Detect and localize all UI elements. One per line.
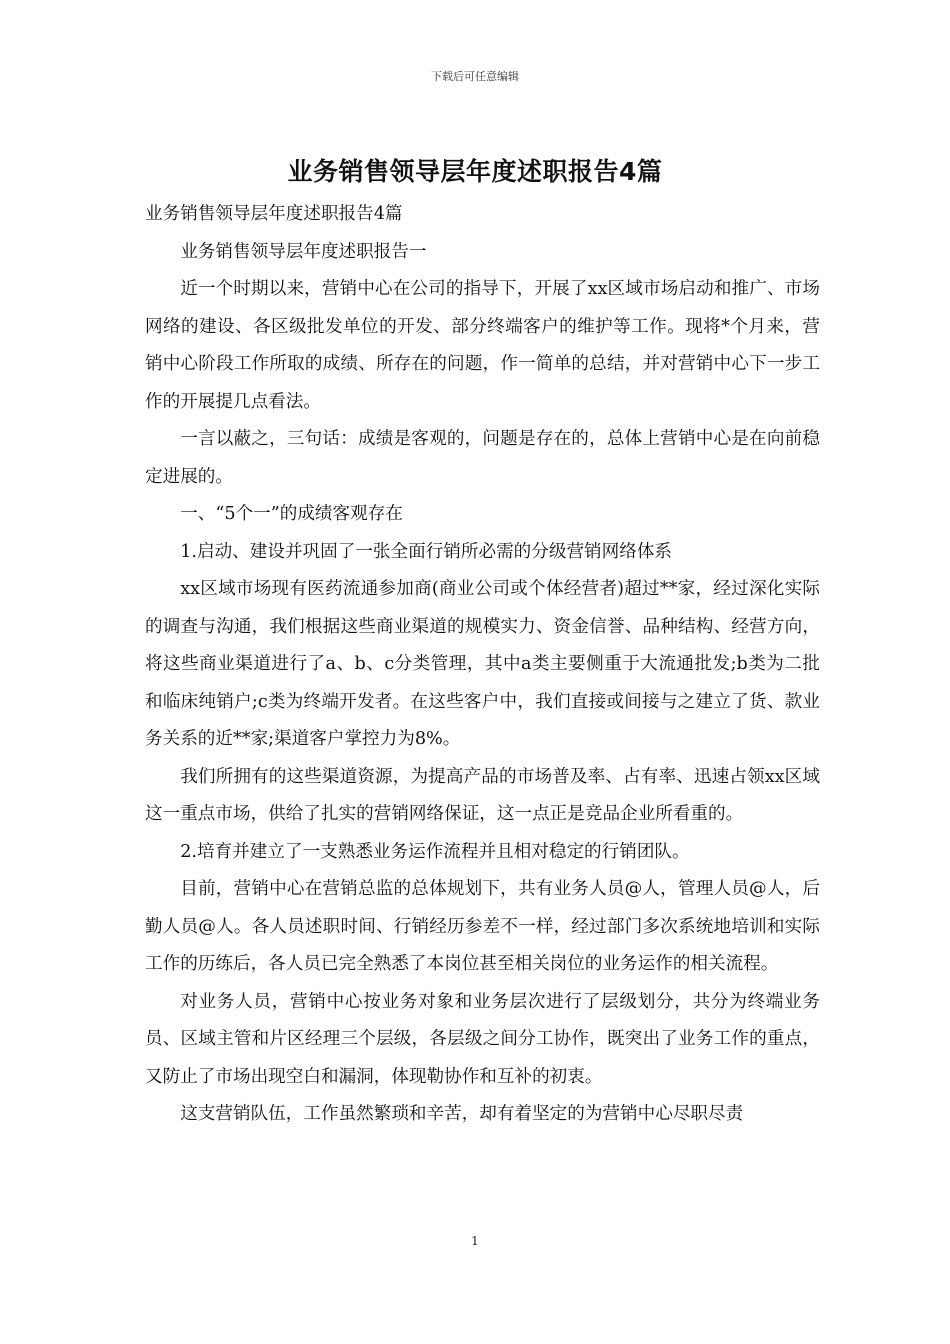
subsection-heading: 2.培育并建立了一支熟悉业务运作流程并且相对稳定的行销团队。 [180,841,690,862]
document-title: 业务销售领导层年度述职报告4篇 [287,157,663,186]
paragraph: xx区域市场现有医药流通参加商(商业公司或个体经营者)超过**家，经过深化实际的调查与沟通，我们根据这些商业渠道的规模实力、资金信誉、品种结构、经营方向，将这些商业渠道进行了a、b、c分类管理，其中a类主要侧重于大流通批发;b类为二批和临床纯销户;c类为终端开发者。在这些客户中，我们直接或间接与之建立了货、款业务关系的近**家;渠道客户掌控力为8%。 [145,579,820,749]
section-heading: 一、“5个一”的成绩客观存在 [180,504,403,524]
section-heading: 业务销售领导层年度述职报告一 [180,241,427,262]
paragraph: 我们所拥有的这些渠道资源，为提高产品的市场普及率、占有率、迅速占领xx区域这一重点市场，供给了扎实的营销网络保证，这一点正是竞品企业所看重的。 [145,766,820,824]
page-number: 1 [471,1234,479,1248]
header-note: 下载后可任意编辑 [431,70,519,83]
paragraph: 这支营销队伍，工作虽然繁琐和辛苦，却有着坚定的为营销中心尽职尽责 [180,1104,744,1124]
paragraph: 近一个时期以来，营销中心在公司的指导下，开展了xx区域市场启动和推广、市场网络的建设、各区级批发单位的开发、部分终端客户的维护等工作。现将*个月来，营销中心阶段工作所取的成绩、所存在的问题，作一简单的总结，并对营销中心下一步工作的开展提几点看法。 [145,279,820,412]
paragraph: 对业务人员，营销中心按业务对象和业务层次进行了层级划分，共分为终端业务员、区域主管和片区经理三个层级，各层级之间分工协作，既突出了业务工作的重点，又防止了市场出现空白和漏洞，体现勒协作和互补的初衷。 [145,991,820,1087]
paragraph: 一言以蔽之，三句话：成绩是客观的，问题是存在的，总体上营销中心是在向前稳定进展的。 [145,429,820,487]
subsection-heading: 1.启动、建设并巩固了一张全面行销所必需的分级营销网络体系 [180,541,673,562]
document-subtitle: 业务销售领导层年度述职报告4篇 [145,204,403,224]
document-body [145,196,820,1134]
paragraph: 目前，营销中心在营销总监的总体规划下，共有业务人员@人，管理人员@人，后勤人员@人。各人员述职时间、行销经历参差不一样，经过部门多次系统地培训和实际工作的历练后，各人员已完全熟悉了本岗位甚至相关岗位的业务运作的相关流程。 [145,879,820,974]
